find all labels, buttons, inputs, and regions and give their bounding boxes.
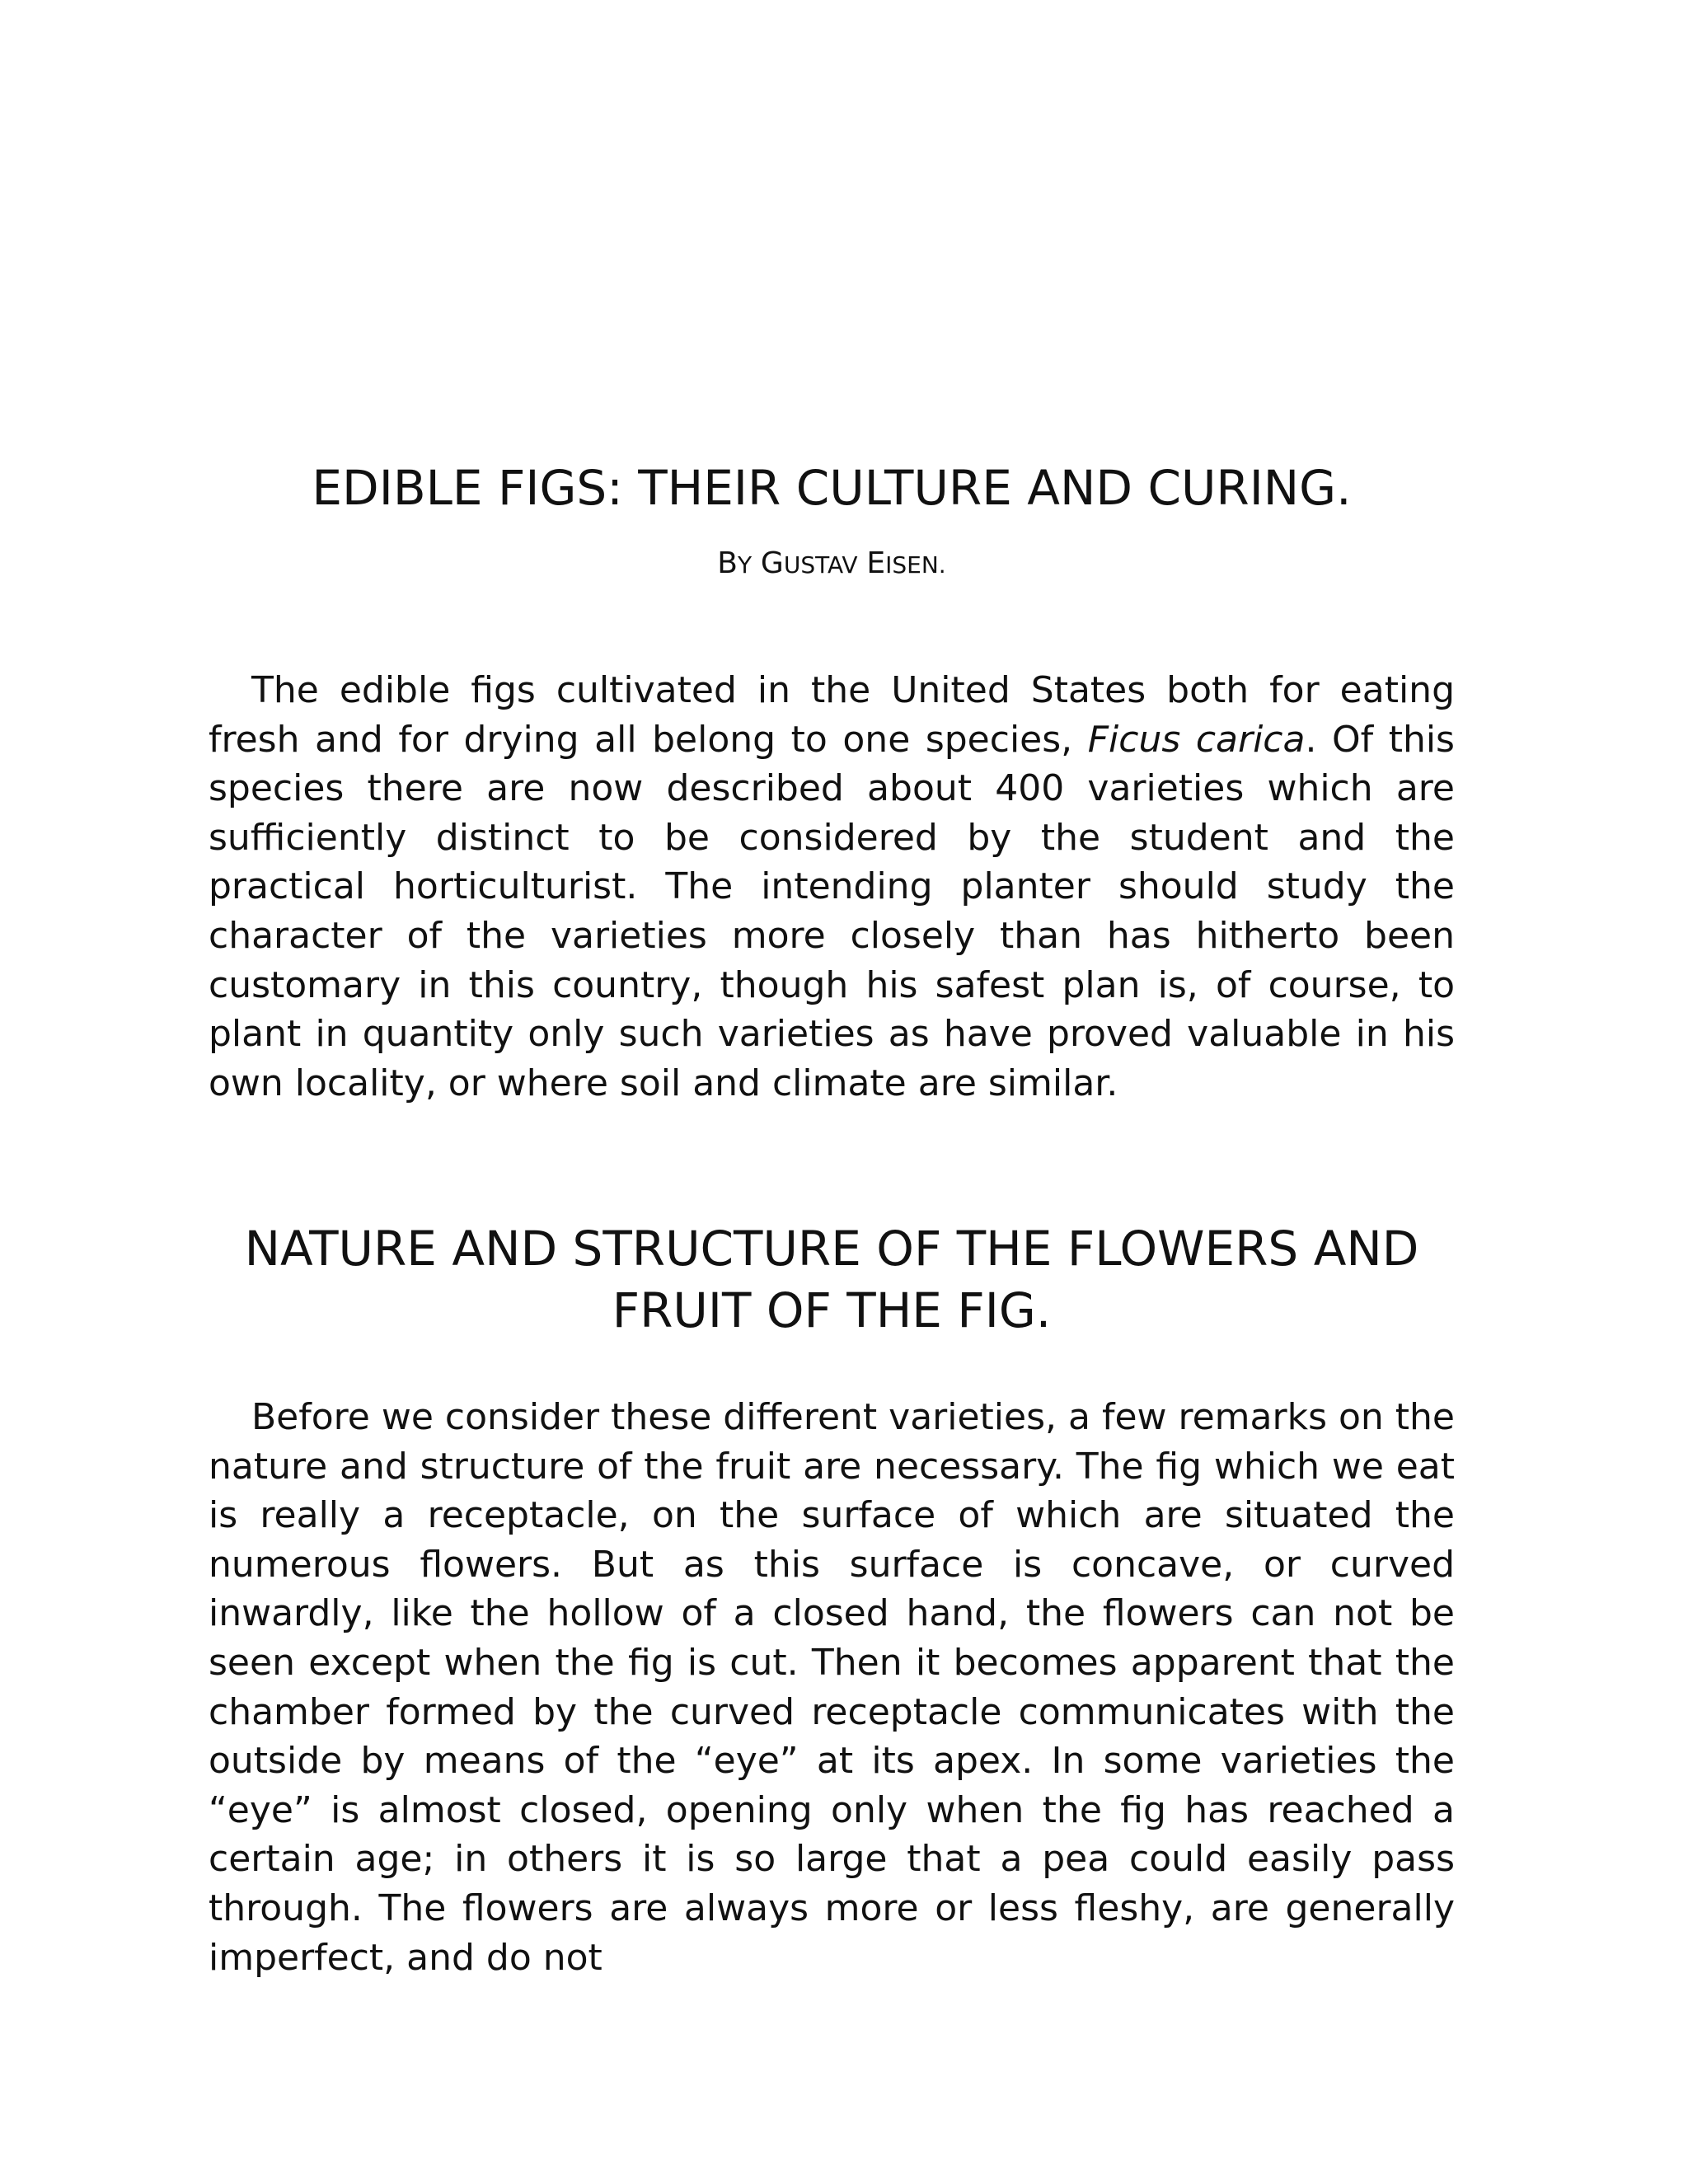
section-heading-line-2: FRUIT OF THE FIG. <box>612 1282 1052 1338</box>
document-title: EDIBLE FIGS: THEIR CULTURE AND CURING. <box>312 460 1352 516</box>
byline-last-rest: ISEN <box>885 551 939 579</box>
byline-prefix-rest: Y <box>738 551 753 579</box>
structure-paragraph: Before we consider these different varieties, a few remarks on the nature and structure of the fruit are necessary. The fig which we eat is really a receptacle, on the surface of which are situated the numerous flowers. But as this surface is concave, or curved inwardly, like the hollow of a closed hand, the flowers can not be seen except when the fig is cut. Then it becomes apparent that the chamber formed by the curved receptacle communicates with the outside by means of the “eye” at its apex. In some varieties the “eye” is almost closed, opening only when the fig has reached a certain age; in others it is so large that a pea could easily pass through. The flowers are always more or less fleshy, are generally imperfect, and do not <box>209 1396 1455 1979</box>
byline-last-initial: E <box>866 546 886 580</box>
byline-first-initial: G <box>760 546 784 580</box>
section-heading <box>209 1218 1455 1342</box>
byline-first-rest: USTAV <box>783 551 858 579</box>
author-byline <box>209 546 1455 583</box>
species-name: Ficus carica <box>1087 718 1306 761</box>
intro-paragraph <box>209 666 1455 1108</box>
document-page <box>209 0 1455 2184</box>
byline-prefix-initial: B <box>717 546 738 580</box>
intro-text-end: . Of this species there are now described about 400 varieties which are sufficiently distinct to be considered by the student and the practical horticulturist. The intending planter should study the character of the varieties more closely than has hitherto been customary in this country, though his safest plan is, of course, to plant in quantity only such varieties as have proved valuable in his own locality, or where soil and climate are similar. <box>209 718 1455 1104</box>
intro-text-start: The edible figs cultivated in the United States both for eating fresh and for drying all belong to one species, <box>209 669 1455 761</box>
byline-end: . <box>938 551 946 579</box>
section-heading-line-1: NATURE AND STRUCTURE OF THE FLOWERS AND <box>244 1221 1419 1277</box>
